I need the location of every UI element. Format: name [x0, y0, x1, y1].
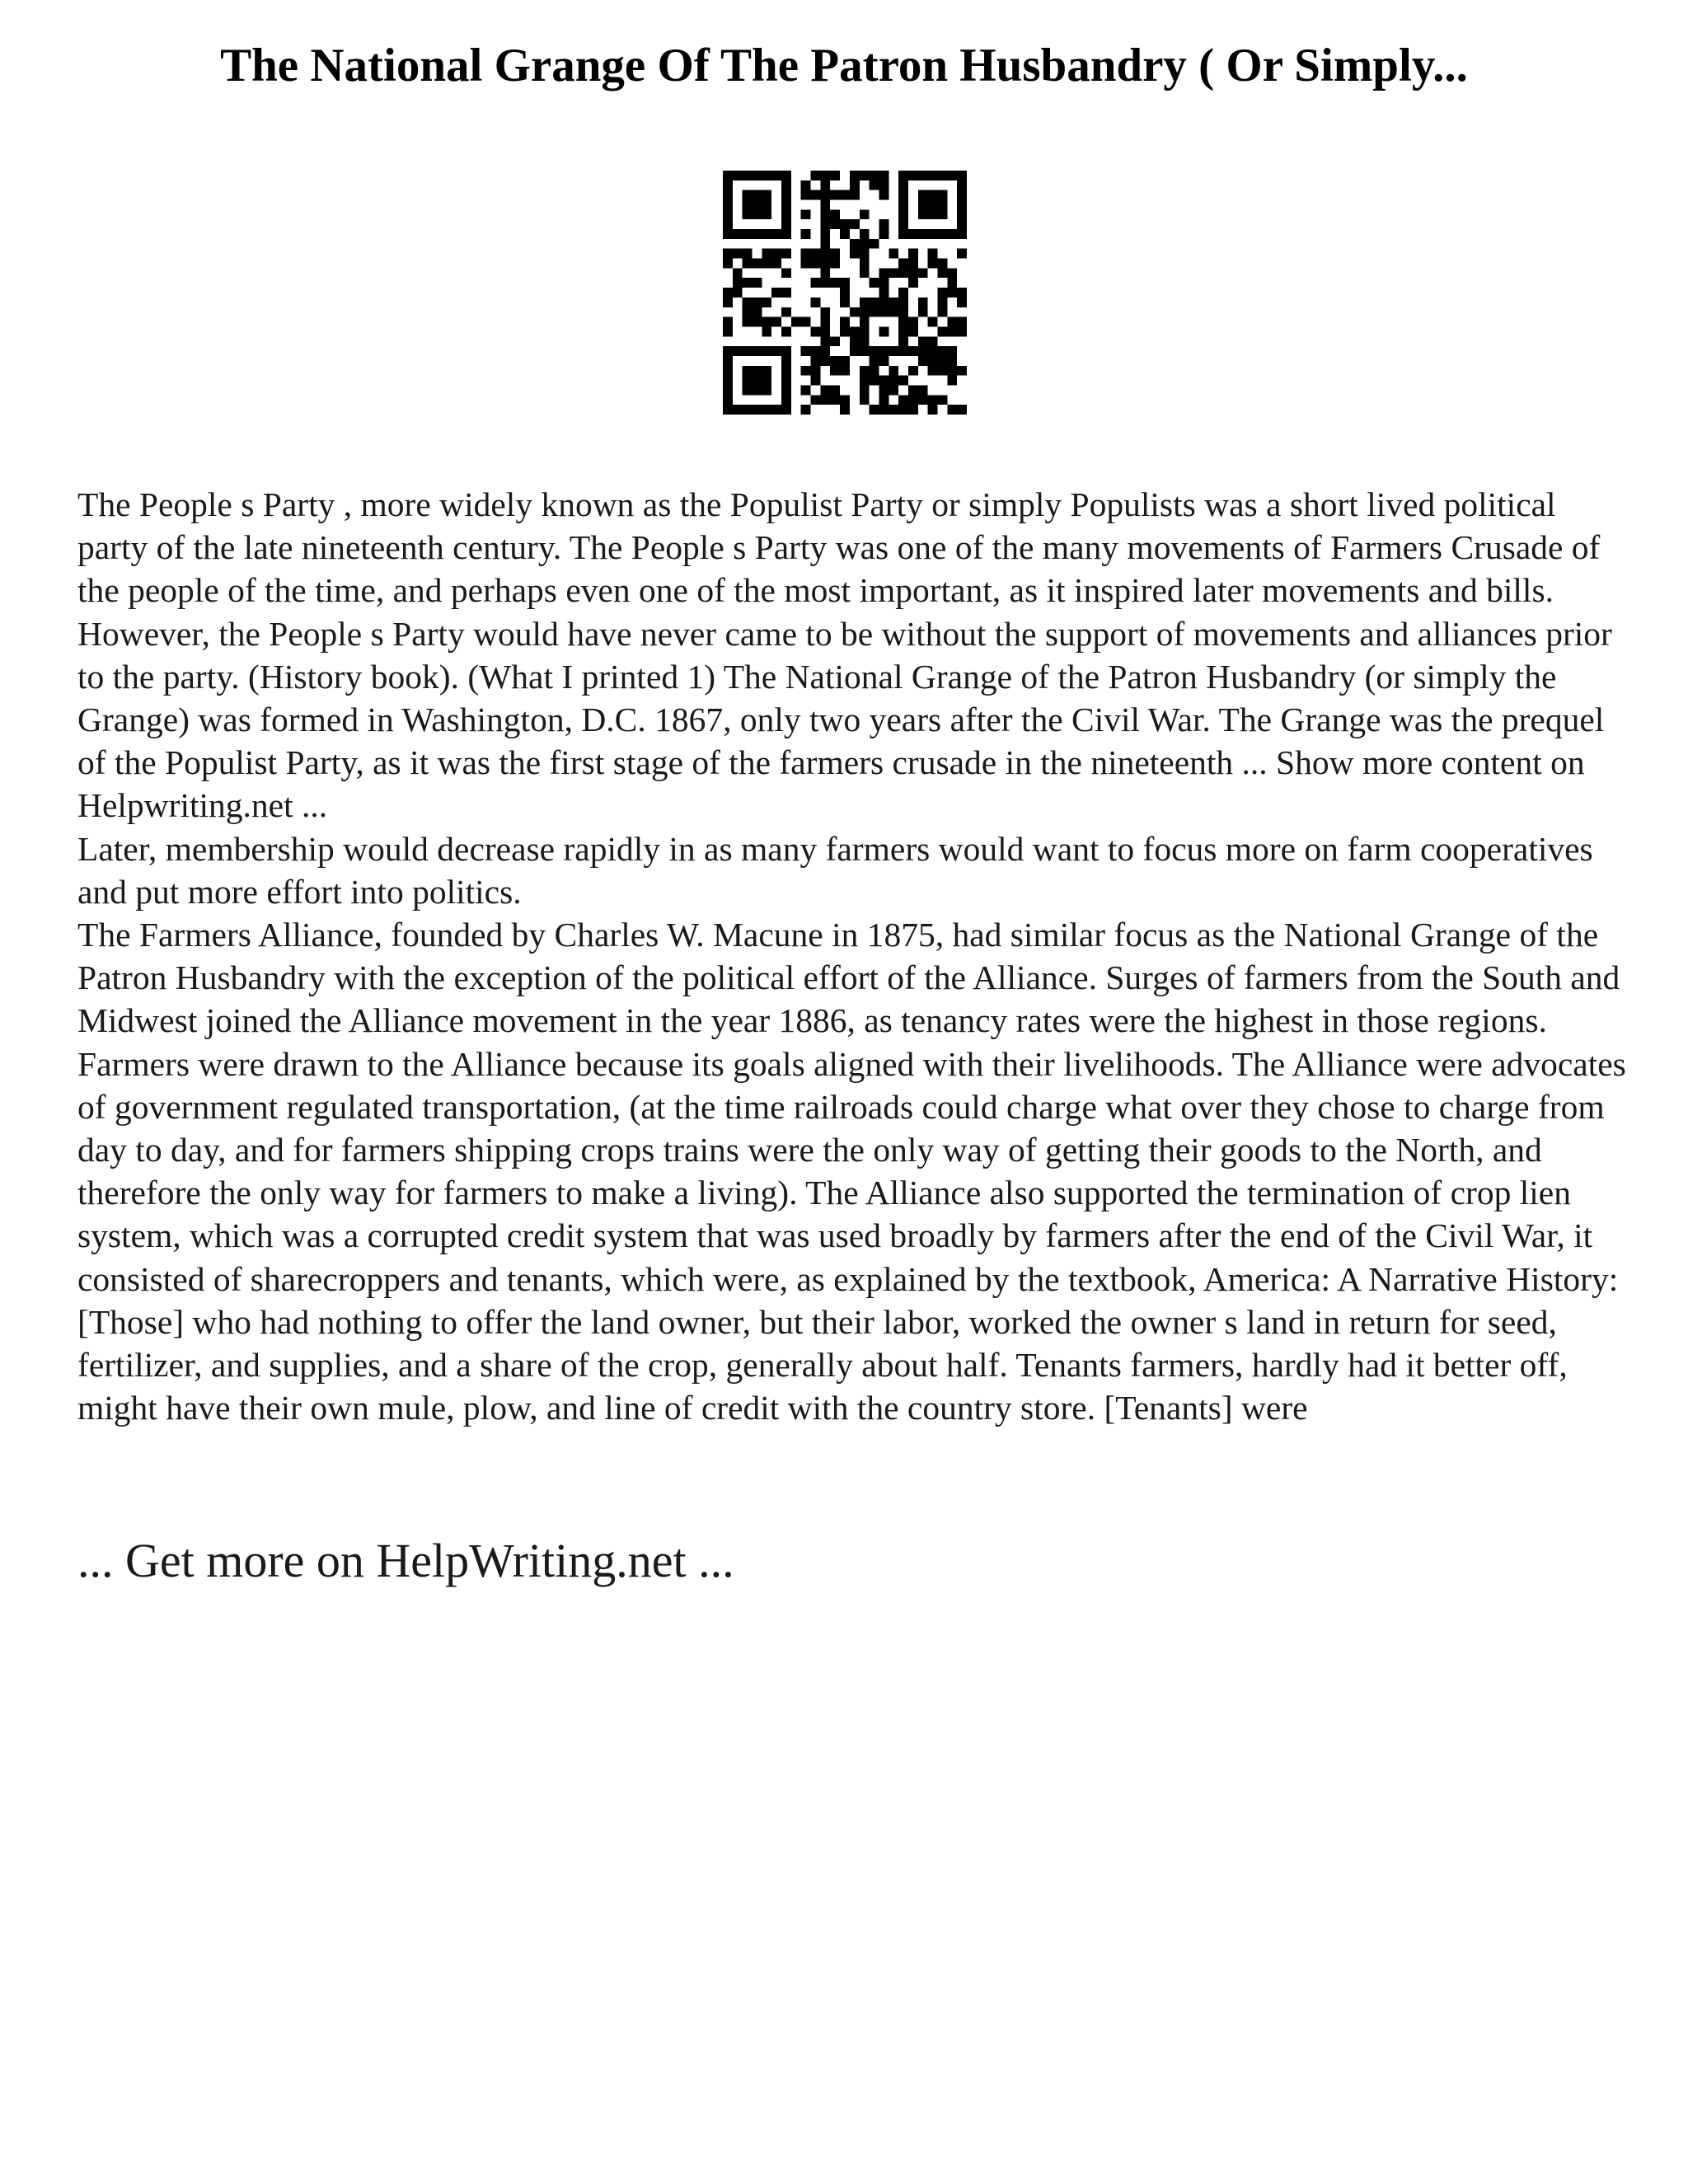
- paragraph: The Farmers Alliance, founded by Charles W. Macune in 1875, had similar focus as the National Grange of the Patron Husbandry with the exception of the political effort of the Alliance. Surges of farmers from the South and Midwest joined the Alliance movement in the year 1886, as tenancy rates were the highest in those regions. Farmers were drawn to the Alliance because its goals aligned with their livelihoods. The Alliance were advocates of government regulated transportation, (at the time railroads could charge what over they chose to charge from day to day, and for farmers shipping crops trains were the only way of getting their goods to the North, and therefore the only way for farmers to make a living). The Alliance also supported the termination of crop lien system, which was a corrupted credit system that was used broadly by farmers after the end of the Civil War, it consisted of sharecroppers and tenants, which were, as explained by the textbook, America: A Narrative History: [Those] who had nothing to offer the land owner, but their labor, worked the owner s land in return for seed, fertilizer, and supplies, and a share of the crop, generally about half. Tenants farmers, hardly had it better off, might have their own mule, plow, and line of credit with the country store. [Tenants] were: [77, 916, 1626, 1427]
- document-body: [77, 483, 1627, 1429]
- qr-code-icon: [723, 171, 967, 415]
- paragraph: Later, membership would decrease rapidly in as many farmers would want to focus more on farm cooperatives and put more effort into politics.: [77, 829, 1593, 911]
- get-more-link[interactable]: ... Get more on HelpWriting.net ...: [77, 1534, 734, 1587]
- document-title: The National Grange Of The Patron Husbandry ( Or Simply...: [220, 40, 1468, 91]
- paragraph: The People s Party , more widely known as the Populist Party or simply Populists was a short lived political party of the late nineteenth century. The People s Party was one of the many movements of Farmers Crusade of the people of the time, and perhaps even one of the most important, as it inspired later movements and bills. However, the People s Party would have never came to be without the support of movements and alliances prior to the party. (History book). (What I printed 1) The National Grange of the Patron Husbandry (or simply the Grange) was formed in Washington, D.C. 1867, only two years after the Civil War. The Grange was the prequel of the Populist Party, as it was the first stage of the farmers crusade in the nineteenth ... Show more content on Helpwriting.net ...: [77, 485, 1612, 825]
